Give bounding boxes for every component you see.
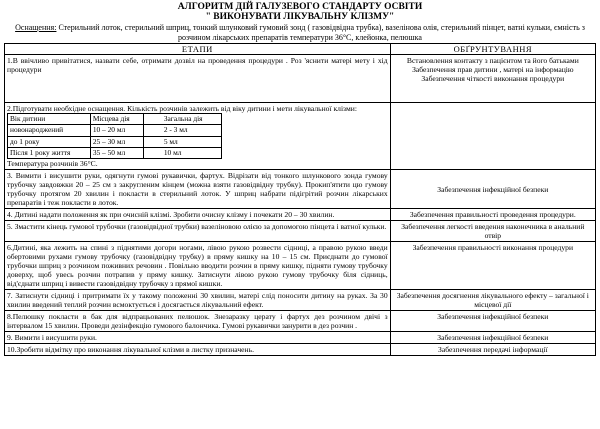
volume-table-header [8, 114, 222, 125]
volume-age: Після 1 року життя [8, 147, 91, 158]
step-5-text: 5. Змастити кінець гумової трубочки (газовідвідної трубки) вазеліновою олією за допомогою пінцета і ватної кульки. [5, 221, 391, 242]
step-2-temperature: Температура розчинів 36°С. [7, 159, 98, 169]
volume-age: до 1 року [8, 136, 91, 147]
rationale-line: Встановлення контакту з пацієнтом та його батьками [406, 56, 579, 65]
volume-general: 2 - 3 мл [143, 125, 221, 136]
step-7-text: 7. Затиснути сідниці і притримати їх у такому положенні 30 хвилин, матері слід поносити дитину на руках. За 30 хвилин введений теплий розчин всмоктується і досягається лікувальний ефект. [5, 290, 391, 311]
table-header-row [5, 44, 596, 55]
step-2-rationale [390, 103, 595, 170]
table-row [5, 209, 596, 221]
volume-general: 5 мл [143, 136, 221, 147]
step-5-rationale: Забезпечення легкості введення наконечника в анальний отвір [390, 221, 595, 242]
step-9-text: 9. Вимити і висушити руки. [5, 332, 391, 344]
header-stages: ЕТАПИ [5, 44, 391, 55]
step-6-rationale: Забезпечення правильності виконання процедури [390, 242, 595, 290]
table-row [5, 242, 596, 290]
volume-local: 25 – 30 мл [90, 136, 143, 147]
rationale-line: Забезпечення чіткості виконання процедури [421, 74, 565, 83]
volume-local: 35 – 50 мл [90, 147, 143, 158]
table-row [5, 103, 596, 170]
table-row [5, 55, 596, 103]
step-1-rationale [390, 55, 595, 103]
equipment-text: Стерильний лоток, стерильний шприц, тонкий шлунковий гумовий зонд ( газовідвідна трубка), вазелінова олія, стерильний пінцет, ватні кульки, ємність з розчином лікарських препаратів температури 36°С, клейонка, пелюшка [56, 23, 585, 42]
volume-header-general: Загальна дія [143, 114, 221, 125]
step-3-text: 3. Вимити і висушити руки, одягнути гумові рукавички, фартух. Відрізати від тонкого шлункового зонда гумову трубочку завдовжки 20 – 25 см з закругленим кінцем (можна взяти газовідвідну трубку). Прокип'ятити цю гумову трубочку протягом 20 хвилин і покласти в стерильний лоток. У шприц набрати підігрітий розчин лікарських препаратів і теж покласти в лоток. [5, 170, 391, 209]
volume-table [7, 113, 222, 159]
step-7-rationale: Забезпечення досягнення лікувального ефекту – загальної і місцевої дії [390, 290, 595, 311]
table-row [5, 170, 596, 209]
table-row [5, 311, 596, 332]
rationale-line: Забезпечення прав дитини , матері на інформацію [412, 65, 574, 74]
equipment-label: Оснащення: [15, 23, 57, 32]
step-10-rationale: Забезпечення передачі інформації [390, 344, 595, 356]
table-row [5, 344, 596, 356]
step-9-rationale: Забезпечення інфекційної безпеки [390, 332, 595, 344]
step-8-text: 8.Пелюшку покласти в бак для відпрацьованих пелюшок. Знезаразку церату і фартух дез розчином двічі з інтервалом 15 хвилин. Проведи дезінфекцію гумового балончика. Гумові рукавички занурити в дез розчин . [5, 311, 391, 332]
step-4-text: 4. Дитині надати положення як при очисній клізмі. Зробити очисну клізму і почекати 20 – 30 хвилин. [5, 209, 391, 221]
volume-header-age: Вік дитини [8, 114, 91, 125]
table-row [5, 290, 596, 311]
volume-general: 10 мл [143, 147, 221, 158]
table-row [5, 221, 596, 242]
equipment-paragraph [4, 23, 596, 42]
step-1-text: 1.В ввічливо привітатися, назвати себе, отримати дозвіл на проведення процедури . Роз 'яснити матері мету і хід процедури [5, 55, 391, 103]
step-4-rationale: Забезпечення правильності проведення процедури. [390, 209, 595, 221]
step-6-text: 6.Дитині, яка лежить на спині з піднятими догори ногами, лівою рукою розвести сідниці, а правою рукою введи обертовими рухами гумову трубочку (газовідвідну трубку) в пряму кишку на 10 – 15 см. Приєднати до гумової трубочки шприц з розчином поживних речовин . Повільно вводити розчин в пряму кишку, підняти гумову трубочку доверху, щоб увесь розчин потрапив у пряму кишку. Затиснути лівою рукою гумову трубочку біля сідниць, від'єднати шприц і вивести газовідвідну трубочку з прямої кишки. [5, 242, 391, 290]
step-2-text: 2.Підготувати необхідне оснащення. Кількість розчинів залежить від віку дитини і мети лікувальної клізми: [7, 104, 357, 113]
volume-row [8, 147, 222, 158]
step-8-rationale: Забезпечення інфекційної безпеки [390, 311, 595, 332]
volume-age: новонароджений [8, 125, 91, 136]
volume-row [8, 125, 222, 136]
header-rationale: ОБҐРУНТУВАННЯ [390, 44, 595, 55]
step-3-rationale: Забезпечення інфекційної безпеки [390, 170, 595, 209]
volume-local: 10 – 20 мл [90, 125, 143, 136]
algorithm-table [4, 43, 596, 356]
table-row [5, 332, 596, 344]
document-title: АЛГОРИТМ ДІЙ ГАЛУЗЕВОГО СТАНДАРТУ ОСВІТИ [177, 2, 423, 12]
volume-row [8, 136, 222, 147]
step-10-text: 10.Зробити відмітку про виконання лікувальної клізми в листку призначень. [5, 344, 391, 356]
step-2-cell [5, 103, 391, 170]
document-subtitle: " ВИКОНУВАТИ ЛІКУВАЛЬНУ КЛІЗМУ" [205, 12, 395, 22]
volume-header-local: Місцева дія [90, 114, 143, 125]
